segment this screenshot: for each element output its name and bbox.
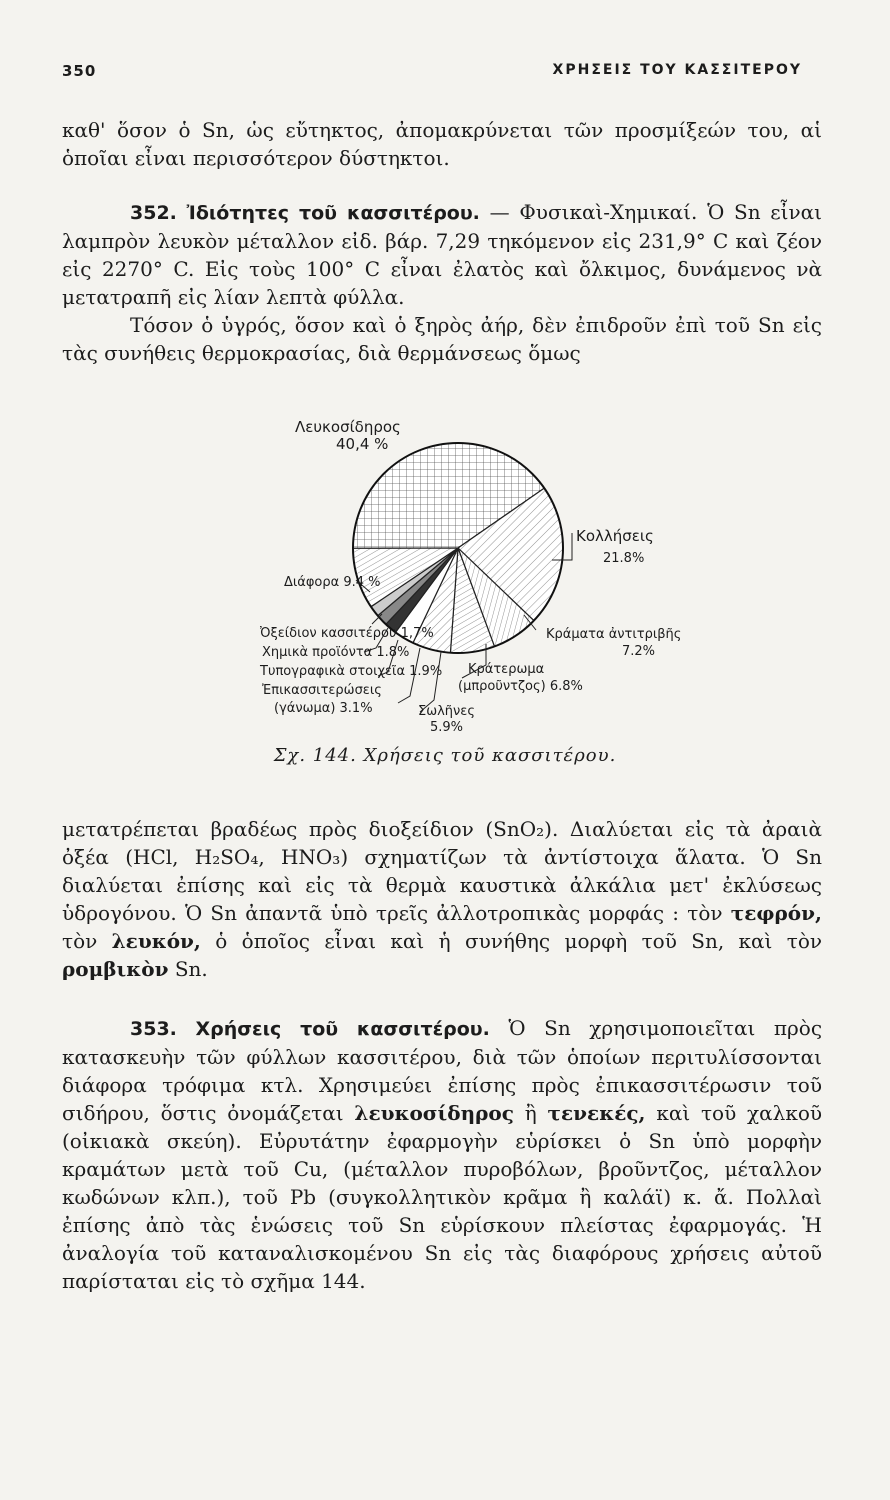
form-rhomb: ρομβικὸν bbox=[62, 957, 169, 981]
form-mid: τὸν bbox=[62, 929, 98, 953]
figure-caption: Σχ. 144. Χρήσεις τοῦ κασσιτέρου. bbox=[273, 745, 617, 766]
label-epikass-1: Ἐπικασσιτερώσεις bbox=[262, 683, 382, 698]
section-352-para2: Τόσον ὁ ὑγρός, ὅσον καὶ ὁ ξηρὸς ἀήρ, δὲν ἐπιδροῦν ἐπὶ τοῦ Sn εἰς τὰς συνήθεις θερμοκρασίας, διὰ θερμάνσεως ὅμως bbox=[62, 313, 822, 365]
leader-solines bbox=[420, 652, 441, 712]
label-kratroma-2: (μπροῦντζος) 6.8% bbox=[458, 679, 583, 694]
section-352-title: Ἰδιότητες τοῦ κασσιτέρου. bbox=[186, 202, 480, 224]
label-typo: Τυπογραφικὰ στοιχεῖα 1.9% bbox=[260, 664, 443, 679]
label-kramata: Κράματα ἀντιτριβῆς bbox=[546, 627, 682, 642]
label-oxeidion: Ὀξείδιον κασσιτέρου 1,7% bbox=[260, 626, 434, 641]
label-epikass-2: (γάνωμα) 3.1% bbox=[274, 701, 373, 716]
running-title: ΧΡΗΣΕΙΣ ΤΟΥ ΚΑΣΣΙΤΕΡΟΥ bbox=[552, 62, 802, 78]
label-leuko: Λευκοσίδηρος bbox=[295, 418, 401, 436]
pie-slices bbox=[353, 443, 563, 653]
section-352-continued bbox=[62, 815, 822, 983]
label-kramata-pct: 7.2% bbox=[622, 644, 656, 659]
section-352-number: 352. bbox=[130, 202, 177, 224]
label-chimika: Χημικὰ προϊόντα 1.8% bbox=[262, 645, 410, 660]
section-352-subtitle: — Φυσικαὶ-Χημικαί. bbox=[489, 200, 698, 224]
page-header bbox=[62, 62, 802, 92]
section-353 bbox=[62, 1014, 822, 1295]
pie-chart bbox=[0, 400, 890, 800]
label-kollisis-pct: 21.8% bbox=[603, 551, 645, 566]
term-leukosidiros: λευκοσίδηρος bbox=[354, 1101, 514, 1125]
section-353-number: 353. bbox=[130, 1018, 177, 1040]
page-number: 350 bbox=[62, 62, 97, 80]
intro-text: καθ' ὅσον ὁ Sn, ὡς εὔτηκτος, ἀπομακρύνεται τῶν προσμίξεών του, αἱ ὁποῖαι εἶναι περισσότερον δύστηκτοι. bbox=[62, 118, 822, 170]
section-352 bbox=[62, 198, 822, 367]
term-tenekes: τενεκές, bbox=[547, 1101, 646, 1125]
label-leuko-pct: 40,4 % bbox=[336, 435, 389, 453]
section-353-text2: καὶ τοῦ χαλκοῦ (οἰκιακὰ σκεύη). Εὐρυτάτην ἐφαρμογὴν εὑρίσκει ὁ Sn ὑπὸ μορφὴν κραμάτων μετὰ τοῦ Cu, (μέταλλον πυροβόλων, βροῦντζος, μέταλλον κωδώνων κλπ.), τοῦ Pb (συγκολλητικὸν κρᾶμα ἢ καλάϊ) κ. ἄ. Πολλαὶ ἐπίσης ἀπὸ τὰς ἑνώσεις τοῦ Sn εὑρίσκουν πλείστας ἐφαρμογάς. Ἡ ἀναλογία τοῦ καταναλισκομένου Sn εἰς τὰς διαφόρους χρήσεις αὐτοῦ παρίσταται εἰς τὸ σχῆμα 144. bbox=[62, 1101, 823, 1293]
para-after-text: μετατρέπεται βραδέως πρὸς διοξείδιον (SnO₂). Διαλύεται εἰς τὰ ἀραιὰ ὀξέα (HCl, H₂SO₄, HNO₃) σχηματίζων τὰ ἀντίστοιχα ἅλατα. Ὁ Sn διαλύεται ἐπίσης καὶ εἰς τὰ θερμὰ καυστικὰ ἀλκάλια μετ' ἐκλύσεως ὑδρογόνου. Ὁ Sn ἀπαντᾶ ὑπὸ τρεῖς ἀλλοτροπικὰς μορφάς : τὸν bbox=[62, 817, 822, 925]
form-end: Sn. bbox=[174, 957, 208, 981]
label-kollisis: Κολλήσεις bbox=[576, 527, 654, 545]
form-white: λευκόν, bbox=[111, 929, 201, 953]
label-solines: Σωλῆνες bbox=[418, 704, 475, 719]
form-gray: τεφρόν, bbox=[730, 901, 822, 925]
form-tail: ὁ ὁποῖος εἶναι καὶ ἡ συνήθης μορφὴ τοῦ Sn, καὶ τὸν bbox=[215, 929, 823, 953]
section-353-title: Χρήσεις τοῦ κασσιτέρου. bbox=[195, 1018, 490, 1040]
label-kratroma-1: Κράτερωμα bbox=[468, 662, 545, 677]
section-353-mid: ἢ bbox=[524, 1101, 537, 1125]
section-352-text: Ὁ Sn εἶναι λαμπρὸν λευκὸν μέταλλον εἰδ. βάρ. 7,29 τηκόμενον εἰς 231,9° C καὶ ζέον εἰς 2270° C. Εἰς τοὺς 100° C εἶναι ἐλατὸς καὶ ὄλκιμος, δυνάμενος νὰ μετατραπῆ εἰς λίαν λεπτὰ φύλλα. bbox=[62, 200, 823, 309]
section-353-text1: Ὁ Sn χρησιμοποιεῖται πρὸς κατασκευὴν τῶν φύλλων κασσιτέρου, διὰ τῶν ὁποίων περιτυλίσσονται διάφορα τρόφιμα κτλ. Χρησιμεύει ἐπίσης πρὸς ἐπικασσιτέρωσιν τοῦ σιδήρου, ὅστις ὀνομάζεται bbox=[62, 1016, 823, 1125]
pie-figure bbox=[0, 400, 890, 800]
label-solines-pct: 5.9% bbox=[430, 720, 464, 735]
label-diafora: Διάφορα 9.4 % bbox=[284, 575, 381, 590]
intro-paragraph bbox=[62, 116, 822, 172]
